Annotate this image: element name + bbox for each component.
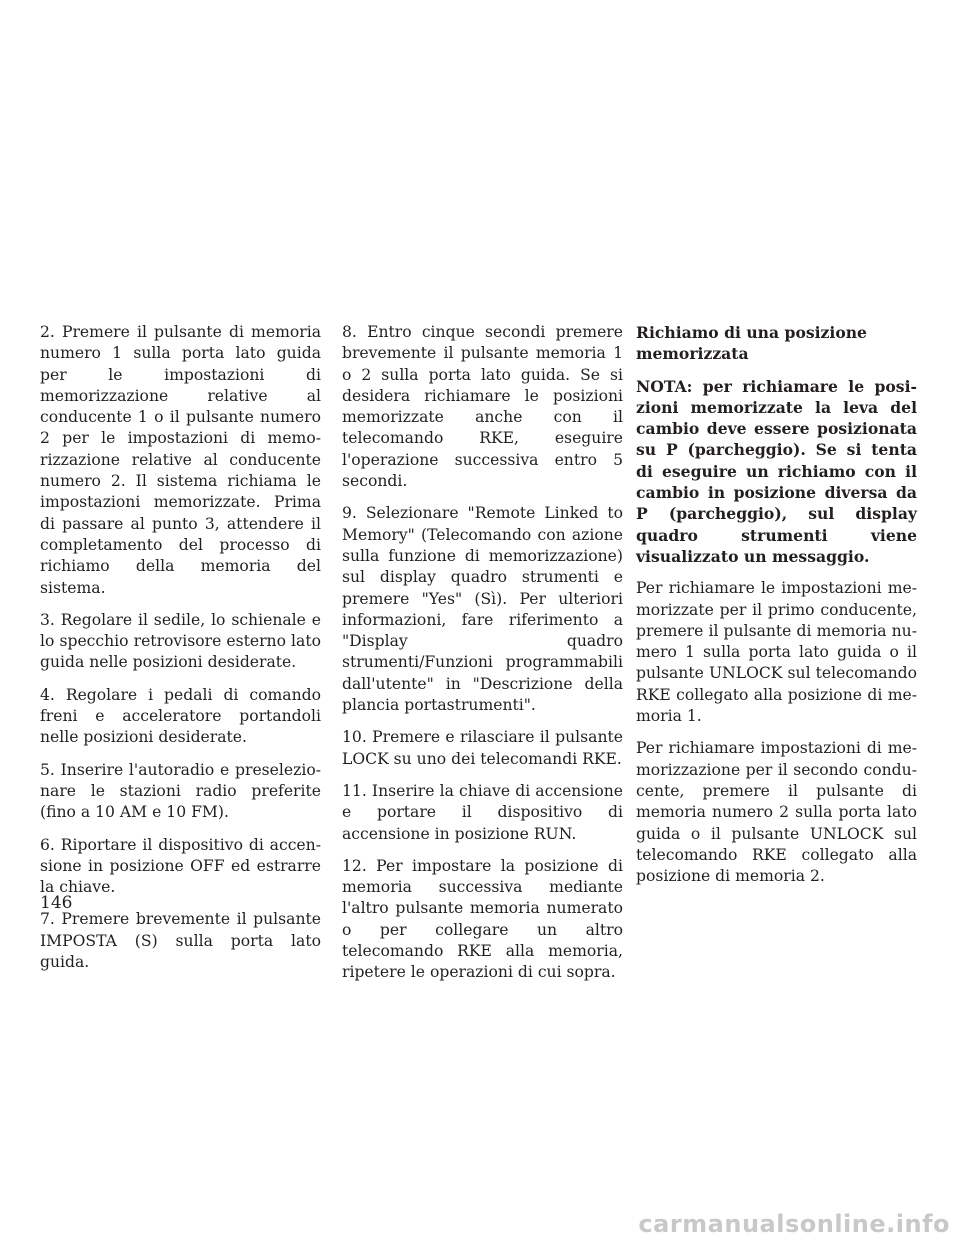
step-9-paragraph: 9. Selezionare "Remote Linked to Memory" (Telecomando con azione sulla funzione di memorizzazione) sul display quadro strumenti e premere "Yes" (Sì). Per ulteriori informazioni, fare riferimento a "Display quadro strumenti/Funzioni programmabili dall'utente" in "Descrizione della plancia portastrumenti". — [342, 504, 623, 715]
step-10-paragraph: 10. Premere e rilasciare il pulsante LOCK su uno dei telecomandi RKE. — [342, 728, 623, 768]
step-8-paragraph: 8. Entro cinque secondi premere brevemente il pulsante memoria 1 o 2 sulla porta lato guida. Se si desidera richiamare le posizioni memorizzate anche con il telecomando RKE, eseguire l'operazione successiva entro 5 secondi. — [342, 323, 623, 491]
step-2-paragraph: 2. Premere il pulsante di memoria numero 1 sulla porta lato guida per le impostazioni di memorizzazione relative al conducente 1 o il pulsante numero 2 per le impostazioni di memorizzazione relative al conducente numero 2. Il sistema richiama le impostazioni memorizzate. Prima di passare al punto 3, attendere il completamento del processo di richiamo della memoria del sistema. — [40, 323, 321, 597]
step-12-paragraph: 12. Per impostare la posizione di memoria successiva mediante l'altro pulsante memoria numerato o per collegare un altro telecomando RKE alla memoria, ripetere le operazioni di cui sopra. — [342, 856, 623, 982]
recall-driver-2-paragraph: Per richiamare impostazioni di memorizzazione per il secondo conducente, premere il pulsante di memoria numero 2 sulla porta lato guida o il pulsante UNLOCK sul telecomando RKE collegato alla posizione di memoria 2. — [636, 739, 917, 886]
recall-driver-1-paragraph: Per richiamare le impostazioni memorizzate per il primo conducente, premere il pulsante di memoria numero 1 sulla porta lato guida o il pulsante UNLOCK sul telecomando RKE collegato alla posizione di memoria 1. — [636, 579, 917, 726]
text-column-right — [636, 322, 917, 898]
note-paragraph: NOTA: per richiamare le posizioni memorizzate la leva del cambio deve essere posizionata su P (parcheggio). Se si tenta di eseguire un richiamo con il cambio in posizione diversa da P (parcheggio), sul display quadro strumenti viene visualizzato un messaggio. — [636, 376, 917, 566]
step-7-paragraph: 7. Premere brevemente il pulsante IMPOSTA (S) sulla porta lato guida. — [40, 910, 321, 972]
text-column-middle — [342, 322, 623, 995]
page-number: 146 — [40, 893, 73, 913]
step-6-paragraph: 6. Riportare il dispositivo di accensione in posizione OFF ed estrarre la chiave. — [40, 835, 321, 897]
step-4-paragraph: 4. Regolare i pedali di comando freni e acceleratore portandoli nelle posizioni desiderate. — [40, 685, 321, 747]
section-heading: Richiamo di una posizione memorizzata — [636, 323, 867, 364]
watermark: carmanualsonline.info — [638, 1210, 950, 1238]
step-11-paragraph: 11. Inserire la chiave di accensione e portare il dispositivo di accensione in posizione RUN. — [342, 781, 623, 843]
step-5-paragraph: 5. Inserire l'autoradio e preselezionare le stazioni radio preferite (fino a 10 AM e 10 FM). — [40, 760, 321, 822]
text-column-left — [40, 322, 321, 984]
step-3-paragraph: 3. Regolare il sedile, lo schienale e lo specchio retrovisore esterno lato guida nelle posizioni desiderate. — [40, 610, 321, 672]
